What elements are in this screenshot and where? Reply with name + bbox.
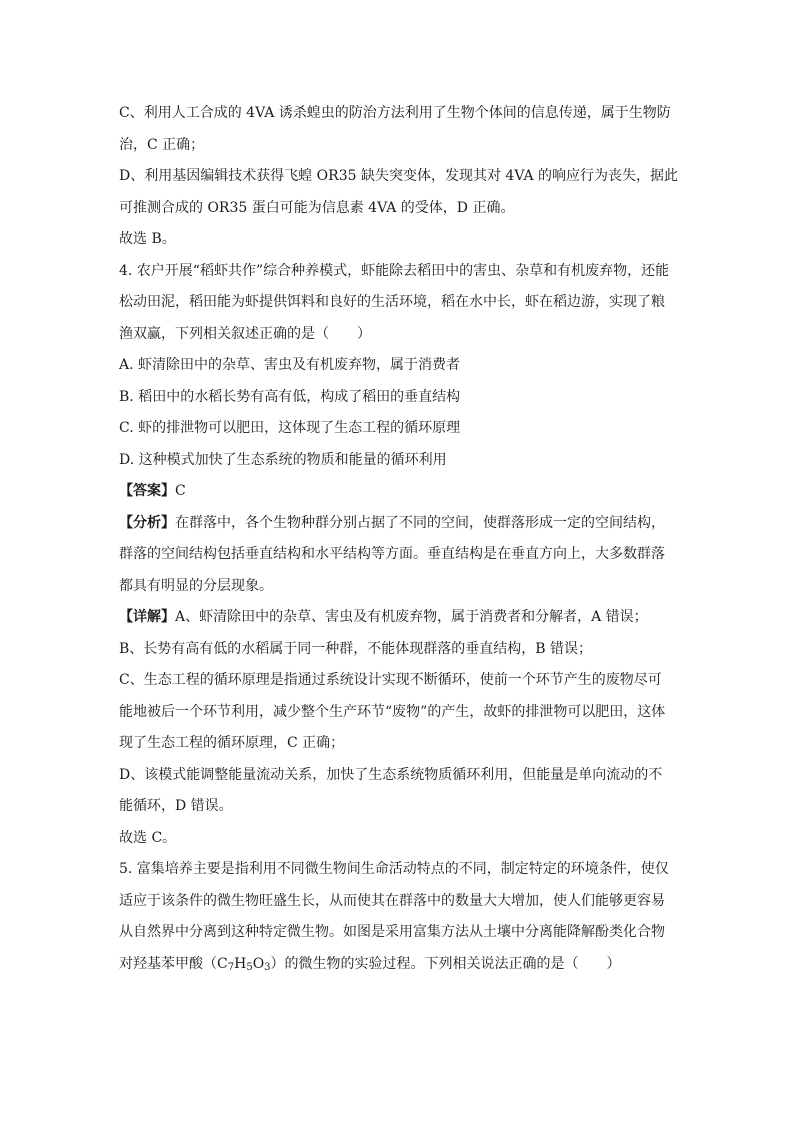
analysis-tag: 【分析】 xyxy=(119,514,175,531)
text-line: C、利用人工合成的 4VA 诱杀蝗虫的防治方法利用了生物个体间的信息传递，属于生物防 xyxy=(119,105,671,121)
answer-line: 【答案】C xyxy=(119,483,186,499)
question-4-stem: 4. 农户开展“稻虾共作”综合种养模式，虾能除去稻田中的害虫、杂草和有机废弃物，还能 xyxy=(119,262,670,279)
option-a: A. 虾清除田中的杂草、害虫及有机废弃物，属于消费者 xyxy=(119,357,461,373)
explanation-line: 【详解】A、虾清除田中的杂草、害虫及有机废弃物，属于消费者和分解者，A 错误； xyxy=(119,609,648,625)
question-4-stem: 松动田泥，稻田能为虾提供饵料和良好的生活环境，稻在水中长，虾在稻边游，实现了粮 xyxy=(119,294,665,310)
conclusion-line: 故选 C。 xyxy=(119,829,177,846)
question-5-stem: 适应于该条件的微生物旺盛生长，从而使其在群落中的数量大大增加，使人们能够更容易 xyxy=(119,892,665,909)
option-d: D. 这种模式加快了生态系统的物质和能量的循环利用 xyxy=(119,451,447,468)
question-5-stem: 5. 富集培养主要是指利用不同微生物间生命活动特点的不同，制定特定的环境条件，使仅 xyxy=(119,861,669,877)
text-line: D、利用基因编辑技术获得飞蝗 OR35 缺失突变体，发现其对 4VA 的响应行为丧失，据此 xyxy=(119,168,679,184)
analysis-line: 都具有明显的分层现象。 xyxy=(119,577,273,594)
answer-tag: 【答案】 xyxy=(119,483,175,499)
explanation-tag: 【详解】 xyxy=(119,609,175,625)
analysis-line: 【分析】在群落中，各个生物种群分别占据了不同的空间，使群落形成一定的空间结构， xyxy=(119,514,665,531)
question-5-stem: 从自然界中分离到这种特定微生物。如图是采用富集方法从土壤中分离能降解酚类化合物 xyxy=(119,924,665,940)
explanation-line: B、长势有高有低的水稻属于同一种群，不能体现群落的垂直结构，B 错误； xyxy=(119,640,593,657)
analysis-line: 群落的空间结构包括垂直结构和水平结构等方面。垂直结构是在垂直方向上，大多数群落 xyxy=(119,546,665,562)
explanation-line: C、生态工程的循环原理是指通过系统设计实现不断循环，使前一个环节产生的废物尽可 xyxy=(119,672,662,688)
question-4-stem: 渔双赢，下列相关叙述正确的是（ ） xyxy=(119,325,371,342)
option-c: C. 虾的排泄物可以肥田，这体现了生态工程的循环原理 xyxy=(119,420,461,436)
text-line: 治，C 正确； xyxy=(119,136,205,153)
text-line: 故选 B。 xyxy=(119,231,176,247)
explanation-line: 现了生态工程的循环原理，C 正确； xyxy=(119,735,345,751)
document-body xyxy=(119,98,697,980)
question-5-formula-line: 对羟基苯甲酸$(C_7H_5O_3)$的微生物的实验过程。下列相关说法正确的是（ ） xyxy=(119,955,621,973)
option-b: B. 稻田中的水稻长势有高有低，构成了稻田的垂直结构 xyxy=(119,388,461,405)
text-line: 可推测合成的 OR35 蛋白可能为信息素 4VA 的受体，D 正确。 xyxy=(119,199,515,216)
explanation-line: 能地被后一个环节利用，减少整个生产环节“废物”的产生，故虾的排泄物可以肥田，这体 xyxy=(119,703,666,720)
explanation-line: D、该模式能调整能量流动关系，加快了生态系统物质循环利用，但能量是单向流动的不 xyxy=(119,766,663,783)
explanation-line: 能循环，D 错误。 xyxy=(119,798,233,814)
